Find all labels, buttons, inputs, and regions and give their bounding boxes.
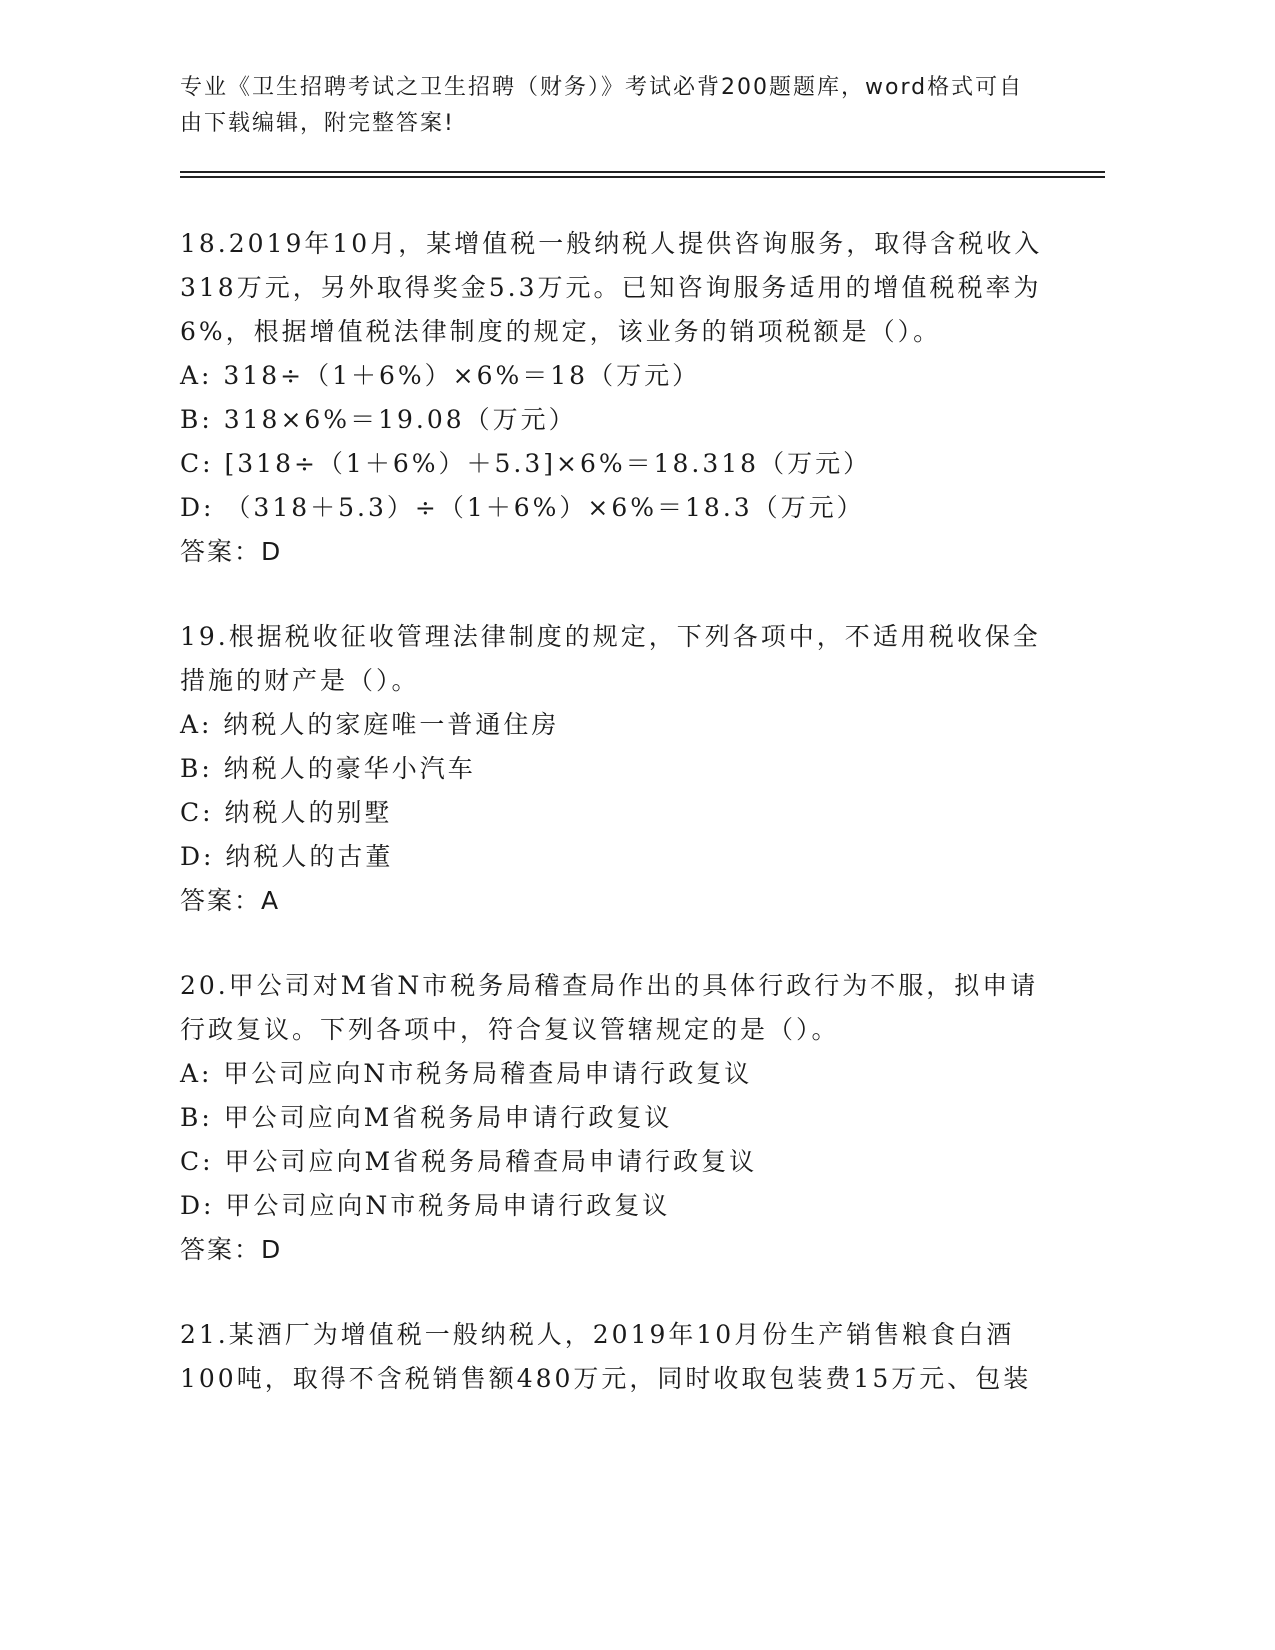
option-c: C: [318÷（1＋6%）＋5.3]×6%＝18.318（万元） (180, 449, 872, 478)
question-text: 行政复议。下列各项中，符合复议管辖规定的是（）。 (180, 1015, 840, 1044)
option-d: D: 纳税人的古董 (180, 842, 394, 871)
option-b: B: 纳税人的豪华小汽车 (180, 754, 476, 783)
answer-line: 答案：D (180, 537, 283, 566)
option-b: B: 318×6%＝19.08（万元） (180, 405, 577, 434)
header-divider (180, 171, 1105, 173)
question-text: 20.甲公司对M省N市税务局稽查局作出的具体行政行为不服，拟申请 (180, 971, 1039, 1000)
option-d: D: 甲公司应向N市税务局申请行政复议 (180, 1191, 671, 1220)
question-text: 19.根据税收征收管理法律制度的规定，下列各项中，不适用税收保全 (180, 622, 1041, 651)
question-text: 措施的财产是（）。 (180, 666, 420, 695)
question-20 (180, 964, 1080, 1272)
option-c: C: 纳税人的别墅 (180, 798, 393, 827)
option-c: C: 甲公司应向M省税务局稽查局申请行政复议 (180, 1147, 758, 1176)
question-21 (180, 1313, 1080, 1401)
answer-line: 答案：A (180, 886, 281, 915)
header-line: 专业《卫生招聘考试之卫生招聘（财务）》考试必背200题题库，word格式可自 (180, 75, 1024, 100)
option-a: A: 甲公司应向N市税务局稽查局申请行政复议 (180, 1059, 753, 1088)
question-text: 21.某酒厂为增值税一般纳税人，2019年10月份生产销售粮食白酒 (180, 1320, 1015, 1349)
option-d: D: （318＋5.3）÷（1＋6%）×6%＝18.3（万元） (180, 493, 865, 522)
question-18 (180, 222, 1080, 574)
option-a: A: 318÷（1＋6%）×6%＝18（万元） (180, 361, 701, 390)
question-19 (180, 615, 1080, 923)
header-divider (180, 176, 1105, 178)
question-text: 100吨，取得不含税销售额480万元，同时收取包装费15万元、包装 (180, 1364, 1032, 1393)
question-text: 6%，根据增值税法律制度的规定，该业务的销项税额是（）。 (180, 317, 942, 346)
question-text: 18.2019年10月，某增值税一般纳税人提供咨询服务，取得含税收入 (180, 229, 1043, 258)
question-text: 318万元，另外取得奖金5.3万元。已知咨询服务适用的增值税税率为 (180, 273, 1042, 302)
document-header (180, 70, 1060, 142)
header-line: 由下载编辑，附完整答案! (180, 111, 455, 136)
option-a: A: 纳税人的家庭唯一普通住房 (180, 710, 560, 739)
question-list (180, 222, 1080, 1442)
answer-line: 答案：D (180, 1235, 283, 1264)
option-b: B: 甲公司应向M省税务局申请行政复议 (180, 1103, 673, 1132)
